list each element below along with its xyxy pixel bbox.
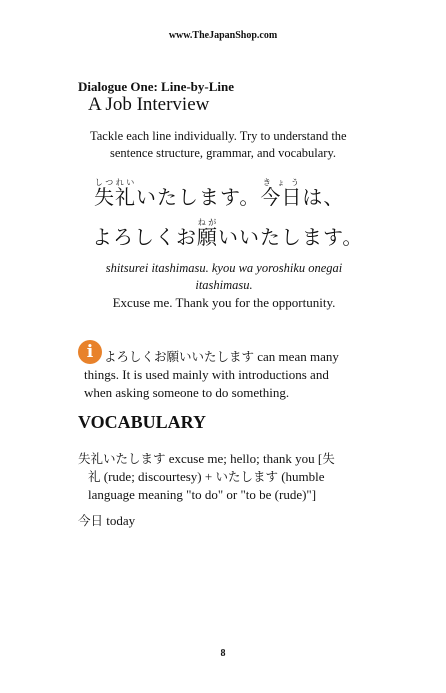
- note-line-3: when asking someone to do something.: [84, 385, 290, 400]
- note-jp-phrase: よろしくお願いいたします: [104, 349, 255, 364]
- furigana-shitsurei: しつれい: [94, 178, 136, 187]
- intro-line-1: Tackle each line individually. Try to understand the: [90, 129, 347, 143]
- vocab-jp-fragment: 礼: [88, 469, 101, 484]
- kanji-shitsurei: 失礼: [94, 185, 136, 209]
- vocab-entry-line-1: [78, 450, 368, 468]
- page-number: 8: [220, 648, 226, 659]
- furigana-kyou: きょう: [260, 178, 303, 187]
- kanji-kyou: 今日: [260, 185, 303, 209]
- vocab-entry-kyou: [78, 512, 368, 530]
- section-label: Dialogue One: Line-by-Line: [78, 79, 235, 94]
- japanese-line-1: [94, 178, 344, 207]
- romaji-line-2: itashimasu.: [195, 278, 253, 292]
- page-title: A Job Interview: [88, 94, 210, 115]
- note-line-1-rest: can mean many: [254, 349, 339, 364]
- jp-text-itashimasu: いたします。: [136, 185, 261, 209]
- note-line-1: [84, 348, 374, 366]
- note-line-2: things. It is used mainly with introductions and: [84, 367, 329, 382]
- jp-text-yoroshiku: よろしくお: [92, 225, 197, 249]
- vocab-jp-fragment: いたします: [215, 469, 278, 484]
- japanese-line-2: [92, 218, 363, 247]
- vocab-entry-shitsurei: [78, 450, 368, 504]
- romaji-text: [80, 260, 368, 294]
- ruby-kyou: [260, 178, 303, 209]
- usage-note: [84, 348, 374, 402]
- vocab-jp-fragment: 失: [322, 451, 335, 466]
- vocab-term: 今日: [78, 513, 104, 528]
- jp-text-wa: は、: [302, 185, 345, 209]
- vocab-term: 失礼いたします: [78, 451, 166, 466]
- site-url: www.TheJapanShop.com: [168, 30, 278, 41]
- ruby-negai: [197, 218, 218, 249]
- intro-line-2: sentence structure, grammar, and vocabulary.: [110, 146, 337, 160]
- vocab-definition: (rude; discourtesy) +: [100, 469, 216, 484]
- vocab-entry-line-3: language meaning "to do" or "to be (rude)"]: [88, 487, 317, 502]
- furigana-negai: ねが: [197, 218, 218, 227]
- info-icon: i: [78, 340, 102, 364]
- intro-text: [90, 128, 390, 162]
- ruby-shitsurei: [94, 178, 136, 209]
- vocab-definition: (humble: [277, 469, 325, 484]
- vocab-entry-line-2: [78, 468, 368, 486]
- english-translation: Excuse me. Thank you for the opportunity.: [112, 295, 336, 310]
- romaji-line-1: shitsurei itashimasu. kyou wa yoroshiku onegai: [105, 261, 343, 275]
- jp-text-itashimasu-2: いいたします。: [218, 225, 364, 249]
- vocab-definition: today: [103, 513, 136, 528]
- vocabulary-heading: VOCABULARY: [78, 412, 207, 432]
- kanji-negai: 願: [197, 225, 218, 249]
- vocab-definition: excuse me; hello; thank you [: [165, 451, 323, 466]
